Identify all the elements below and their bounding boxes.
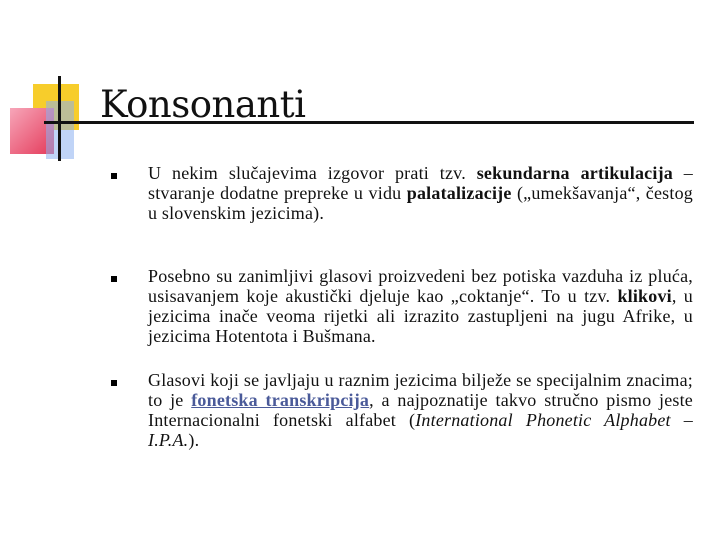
decor-vertical-line [58,76,61,161]
bullet-marker [111,276,117,282]
bullet-marker [111,380,117,386]
bullet-paragraph-3 [148,370,693,450]
text-run: – stvaranje dodatne prepreke u vidu [148,163,693,203]
term-sekundarna-artikulacija: sekundarna artikulacija [476,163,673,183]
bullet-marker [111,173,117,179]
text-run: , a najpoznatije takvo stručno pismo jeste Internacionalni fonetski alfabet ( [148,390,693,430]
ipa-italic-text: International Phonetic Alphabet – I.P.A. [148,410,693,450]
bullet-paragraph-2 [148,266,693,346]
slide-title: Konsonanti [100,83,306,126]
text-run: („umekšavanja“, čestog u slovenskim jezicima). [148,183,693,223]
text-run: Glasovi koji se javljaju u raznim jezicima bilježe se specijalnim znacima; to je [148,370,693,410]
bullet-paragraph-1 [148,163,693,223]
link-fonetska-transkripcija[interactable]: fonetska transkripcija [191,390,370,410]
text-run: ). [188,430,200,450]
term-palatalizacije: palatalizacije [406,183,512,203]
text-run: U nekim slučajevima izgovor prati tzv. [148,163,477,183]
term-klikovi: klikovi [617,286,672,306]
text-run: , u jezicima inače veoma rijetki ali izrazito zastupljeni na jugu Afrike, u jezicima Hotentota i Bušmana. [148,286,693,346]
text-run: Posebno su zanimljivi glasovi proizvedeni bez potiska vazduha iz pluća, usisavanjem koje akustički djeluje kao „coktanje“. To u tzv. [148,266,693,306]
